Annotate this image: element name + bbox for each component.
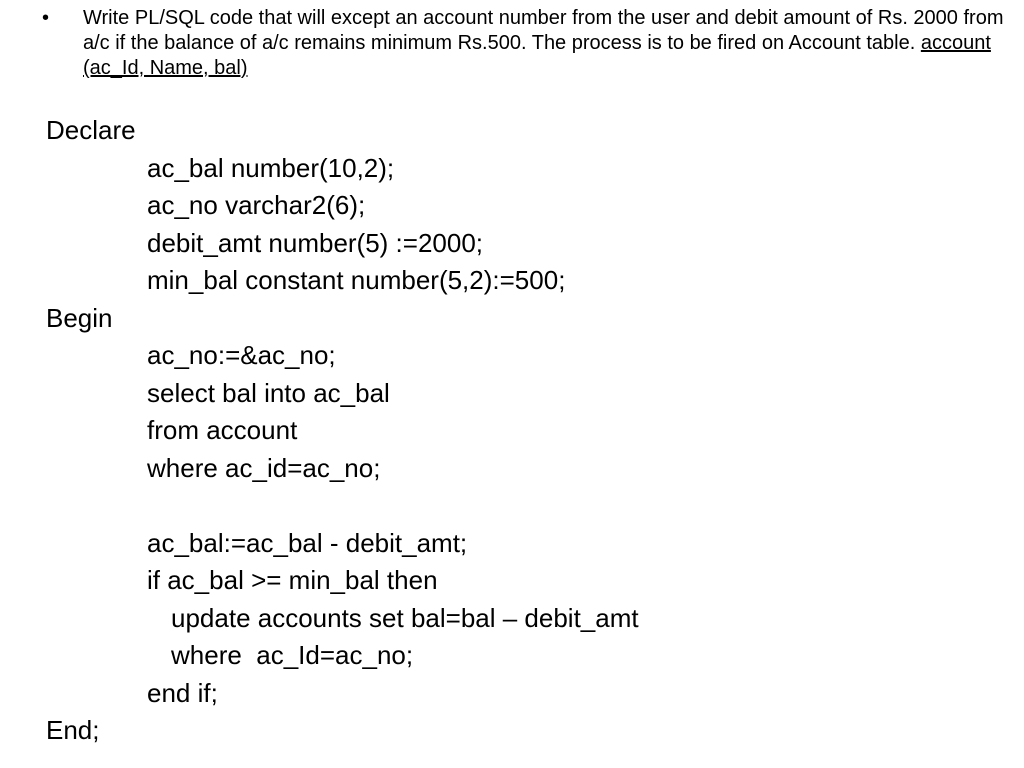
code-line-end: End; [46,715,100,745]
code-line-decl-ac-bal: ac_bal number(10,2); [147,152,395,183]
task-text: Write PL/SQL code that will except an account number from the user and debit amount of Rs. 2000 from a/c if the balance of a/c remains minimum Rs.500. The process is to be fired on Account table. [83,7,1004,54]
code-line-declare: Declare [46,115,136,145]
code-line-subtract: ac_bal:=ac_bal - debit_amt; [147,527,468,558]
task-text-container [83,6,1010,81]
code-line-if: if ac_bal >= min_bal then [147,565,438,595]
code-line-blank [46,487,639,525]
code-line-update: update accounts set bal=bal – debit_amt [171,602,639,633]
code-line-decl-ac-no: ac_no varchar2(6); [147,190,366,220]
code-line-decl-debit-amt: debit_amt number(5) :=2000; [147,227,484,258]
table-signature: account (ac_Id, Name, bal) [83,32,991,79]
code-line-update-where: where ac_Id=ac_no; [171,640,414,670]
code-line-decl-min-bal: min_bal constant number(5,2):=500; [147,265,566,295]
code-line-end-if: end if; [147,677,218,708]
code-line-begin: Begin [46,302,113,333]
code-line-from: from account [147,415,298,445]
bullet-marker: • [42,7,50,29]
plsql-code-block [46,112,639,750]
task-description [40,6,1010,81]
code-line-where: where ac_id=ac_no; [147,452,381,483]
code-line-select: select bal into ac_bal [147,377,390,408]
code-line-input: ac_no:=&ac_no; [147,340,336,370]
